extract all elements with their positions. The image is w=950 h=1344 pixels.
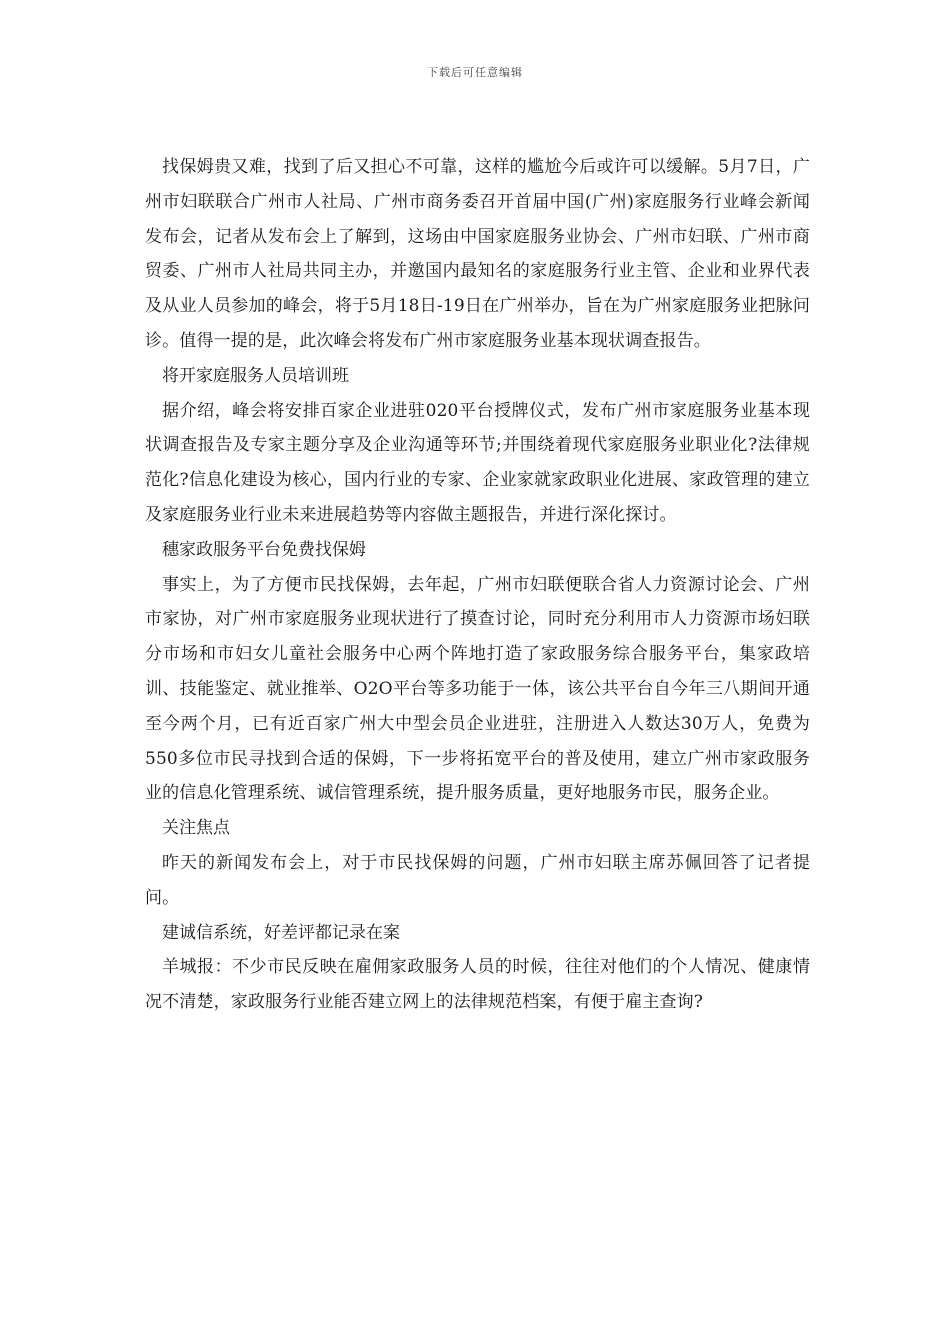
- section-heading-platform: 穗家政服务平台免费找保姆: [162, 539, 366, 560]
- paragraph-platform: 事实上，为了方便市民找保姆，去年起，广州市妇联便联合省人力资源讨论会、广州市家协，对广州市家庭服务业现状进行了摸查讨论，同时充分利用市人力资源市场妇联分市场和市妇女儿童社会服务中心两个阵地打造了家政服务综合服务平台，集家政培训、技能鉴定、就业推举、O2O平台等多功能于一体，该公共平台自今年三八期间开通至今两个月，已有近百家广州大中型会员企业进驻，注册进入人数达30万人，免费为550多位市民寻找到合适的保姆，下一步将拓宽平台的普及使用，建立广州市家政服务业的信息化管理系统、诚信管理系统，提升服务质量，更好地服务市民，服务企业。: [145, 574, 810, 804]
- article-body: [145, 150, 810, 1020]
- paragraph-question: 羊城报：不少市民反映在雇佣家政服务人员的时候，往往对他们的个人情况、健康情况不清楚，家政服务行业能否建立网上的法律规范档案，有便于雇主查询?: [145, 957, 810, 1013]
- section-heading-credit-system: 建诚信系统，好差评都记录在案: [162, 922, 400, 943]
- page-header: 下载后可任意编辑: [427, 66, 523, 79]
- paragraph-summit-agenda: 据介绍，峰会将安排百家企业进驻020平台授牌仪式，发布广州市家庭服务业基本现状调查报告及专家主题分享及企业沟通等环节;并围绕着现代家庭服务业职业化?法律规范化?信息化建设为核心，国内行业的专家、企业家就家政职业化进展、家政管理的建立及家庭服务业行业未来进展趋势等内容做主题报告，并进行深化探讨。: [145, 400, 810, 525]
- section-heading-focus: 关注焦点: [162, 818, 230, 839]
- paragraph-press-conference: 昨天的新闻发布会上，对于市民找保姆的问题，广州市妇联主席苏佩回答了记者提问。: [145, 852, 810, 908]
- paragraph-intro: 找保姆贵又难，找到了后又担心不可靠，这样的尴尬今后或许可以缓解。5月7日，广州市妇联联合广州市人社局、广州市商务委召开首届中国(广州)家庭服务行业峰会新闻发布会，记者从发布会上了解到，这场由中国家庭服务业协会、广州市妇联、广州市商贸委、广州市人社局共同主办，并邀国内最知名的家庭服务行业主管、企业和业界代表及从业人员参加的峰会，将于5月18日-19日在广州举办，旨在为广州家庭服务业把脉问诊。值得一提的是，此次峰会将发布广州市家庭服务业基本现状调查报告。: [145, 157, 810, 351]
- section-heading-training: 将开家庭服务人员培训班: [162, 365, 349, 386]
